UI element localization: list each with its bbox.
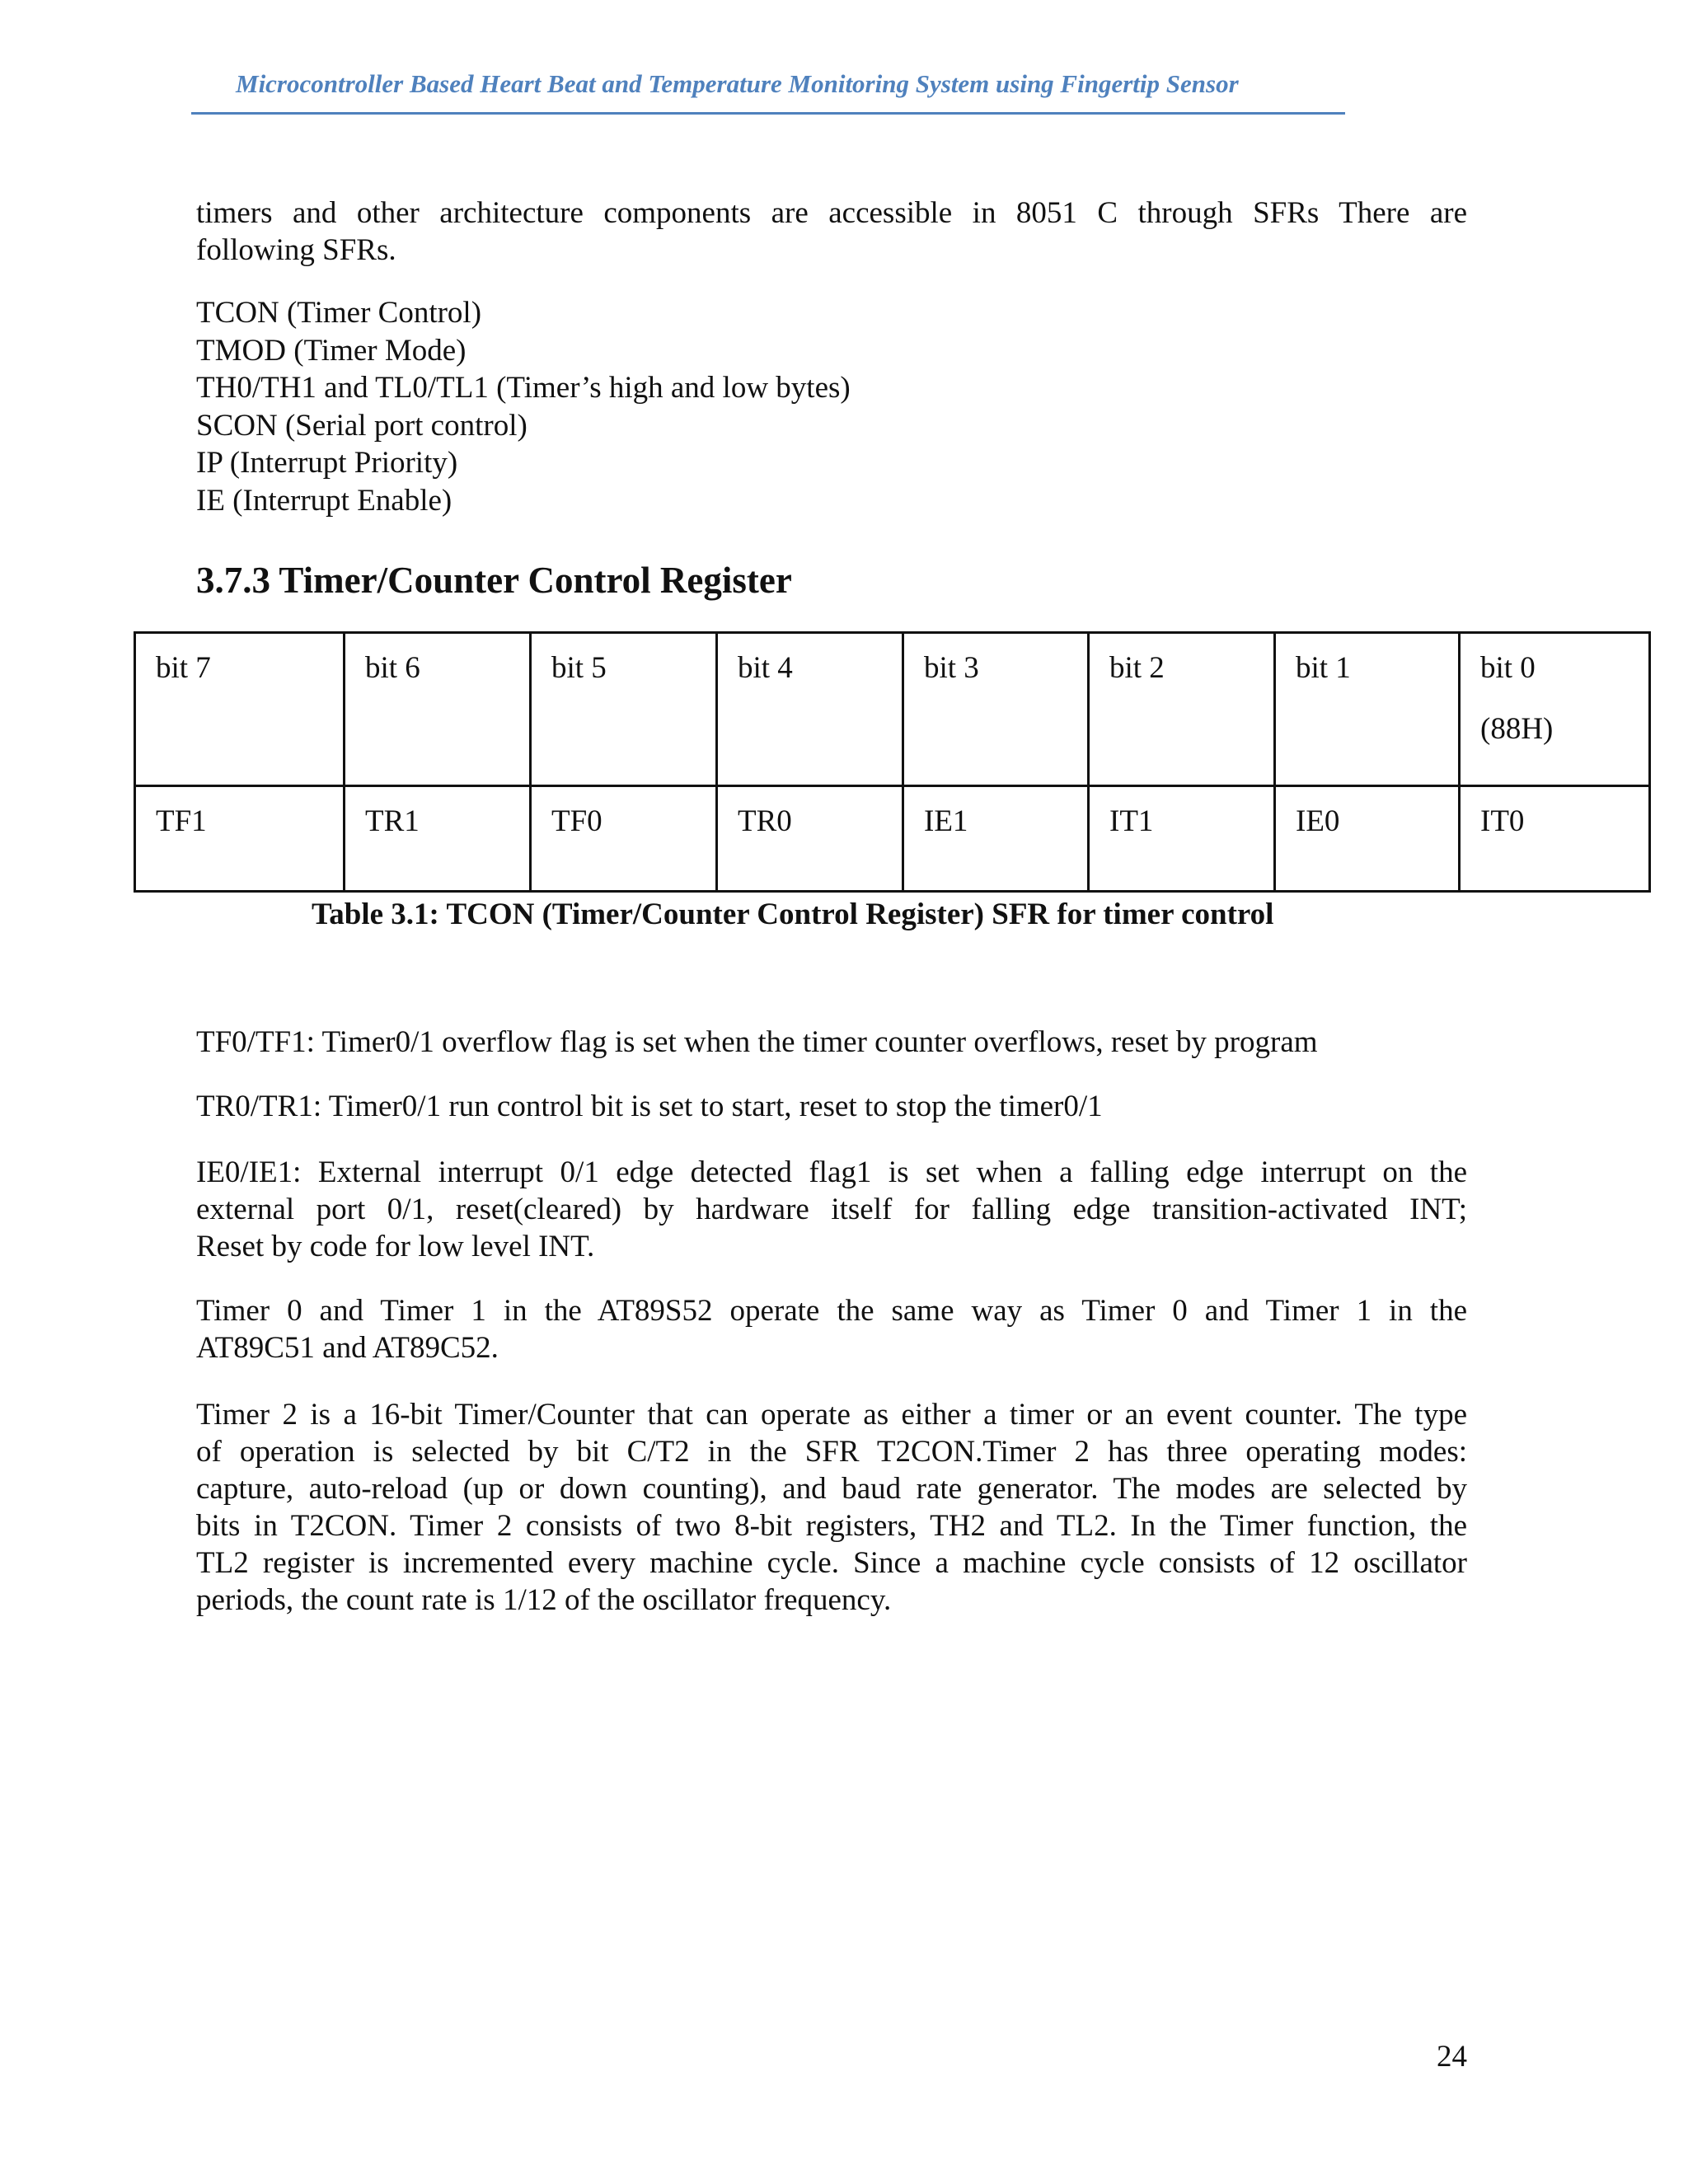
- bit-name-row: [135, 786, 1650, 892]
- section-heading: 3.7.3 Timer/Counter Control Register: [196, 560, 792, 601]
- page-number: 24: [1437, 2040, 1467, 2074]
- bit-header-row: [135, 633, 1650, 786]
- bit-name-cell: TR1: [345, 786, 531, 892]
- timer2-paragraph: [196, 1396, 1467, 1619]
- table-caption: Table 3.1: TCON (Timer/Counter Control Register) SFR for timer control: [312, 898, 1274, 931]
- sfr-list-item: TH0/TH1 and TL0/TL1 (Timer’s high and low bytes): [196, 371, 851, 405]
- running-header: [191, 64, 1345, 115]
- bit-header-cell: bit 6: [345, 633, 531, 786]
- tcon-register-table: [134, 631, 1651, 893]
- edge-flag-line: external port 0/1, reset(cleared) by hardware itself for falling edge transition-activated INT;: [196, 1193, 1467, 1226]
- timer2-line: Timer 2 is a 16-bit Timer/Counter that can operate as either a timer or an event counter. The type: [196, 1398, 1467, 1432]
- bit-header-cell: bit 4: [717, 633, 903, 786]
- bit-name-cell: IT1: [1089, 786, 1275, 892]
- sfr-list-item: IP (Interrupt Priority): [196, 446, 458, 480]
- overflow-flag-paragraph: [196, 1024, 1467, 1061]
- sfr-list-item: TCON (Timer Control): [196, 296, 482, 330]
- bit-name-cell: IE1: [903, 786, 1089, 892]
- sfr-list-item: SCON (Serial port control): [196, 408, 528, 443]
- edge-flag-paragraph: [196, 1154, 1467, 1265]
- bit-header-cell: bit 1: [1275, 633, 1460, 786]
- intro-line: timers and other architecture components are accessible in 8051 C through SFRs There are: [196, 196, 1467, 230]
- edge-flag-line: Reset by code for low level INT.: [196, 1230, 595, 1263]
- intro-paragraph: [196, 194, 1467, 269]
- bit-name-cell: IE0: [1275, 786, 1460, 892]
- timer2-line: periods, the count rate is 1/12 of the oscillator frequency.: [196, 1583, 892, 1617]
- bit-header-cell-with-address: [1460, 633, 1650, 786]
- bit-header-cell: bit 3: [903, 633, 1089, 786]
- running-header-title: Microcontroller Based Heart Beat and Temperature Monitoring System using Fingertip Sensor: [236, 69, 1239, 98]
- overflow-flag-line: TF0/TF1: Timer0/1 overflow flag is set when the timer counter overflows, reset by program: [196, 1025, 1318, 1059]
- bit-header-label: bit 0: [1480, 651, 1536, 685]
- bit-header-cell: bit 7: [135, 633, 345, 786]
- sfr-list: [196, 294, 851, 519]
- timer-compare-line: Timer 0 and Timer 1 in the AT89S52 operate the same way as Timer 0 and Timer 1 in the: [196, 1294, 1467, 1328]
- timer2-line: of operation is selected by bit C/T2 in the SFR T2CON.Timer 2 has three operating modes:: [196, 1435, 1467, 1469]
- bit-name-cell: TR0: [717, 786, 903, 892]
- intro-line: following SFRs.: [196, 233, 396, 267]
- run-control-line: TR0/TR1: Timer0/1 run control bit is set to start, reset to stop the timer0/1: [196, 1090, 1103, 1123]
- timer2-line: bits in T2CON. Timer 2 consists of two 8-bit registers, TH2 and TL2. In the Timer function, the: [196, 1509, 1467, 1543]
- bit-name-cell: IT0: [1460, 786, 1650, 892]
- edge-flag-line: IE0/IE1: External interrupt 0/1 edge detected flag1 is set when a falling edge interrupt on the: [196, 1155, 1467, 1189]
- bit-header-cell: bit 5: [531, 633, 717, 786]
- bit-name-cell: TF0: [531, 786, 717, 892]
- register-address: (88H): [1480, 712, 1554, 746]
- run-control-paragraph: [196, 1088, 1467, 1125]
- sfr-list-item: IE (Interrupt Enable): [196, 483, 452, 518]
- timer2-line: capture, auto-reload (up or down counting), and baud rate generator. The modes are selected by: [196, 1472, 1467, 1506]
- timer-compare-paragraph: [196, 1292, 1467, 1366]
- sfr-list-item: TMOD (Timer Mode): [196, 333, 467, 368]
- timer2-line: TL2 register is incremented every machine cycle. Since a machine cycle consists of 12 oscillator: [196, 1546, 1467, 1580]
- bit-header-cell: bit 2: [1089, 633, 1275, 786]
- bit-name-cell: TF1: [135, 786, 345, 892]
- timer-compare-line: AT89C51 and AT89C52.: [196, 1331, 499, 1365]
